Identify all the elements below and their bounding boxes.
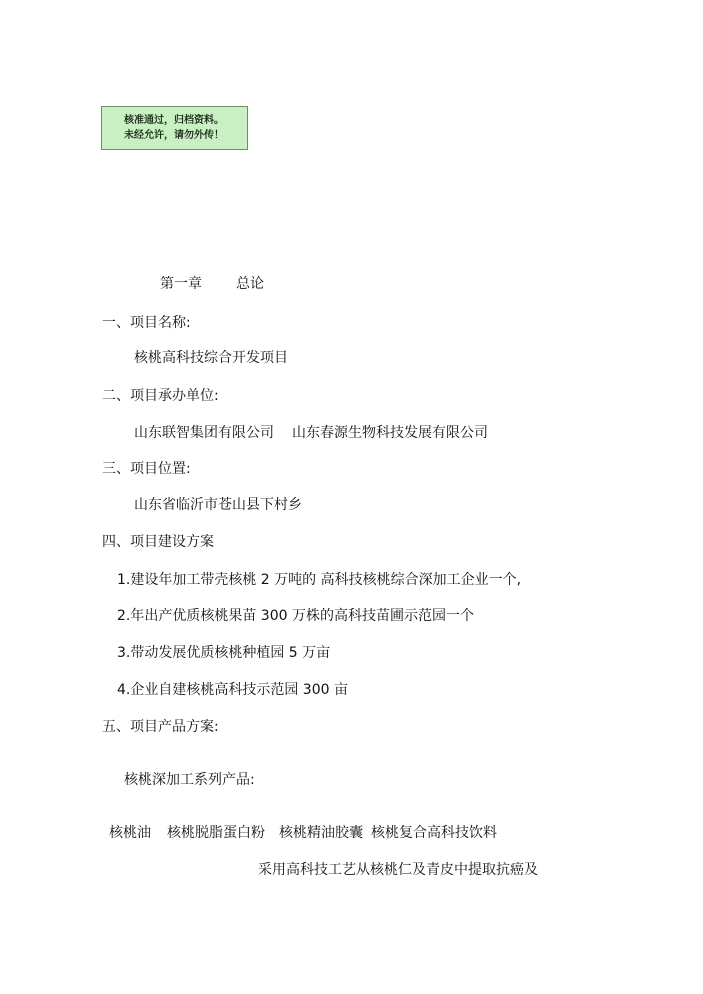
section-heading-construction: 四、项目建设方案 [102,534,214,550]
product-item: 核桃脱脂蛋白粉 [167,825,265,841]
plan-item: 1.建设年加工带壳核桃 2 万吨的 高科技核桃综合深加工企业一个, [117,572,522,588]
plan-item: 4.企业自建核桃高科技示范园 300 亩 [117,682,348,698]
notice-line-1: 核准通过，归档资料。 [124,115,224,126]
plan-item: 2.年出产优质核桃果苗 300 万株的高科技苗圃示范园一个 [117,608,474,624]
company-2: 山东春源生物科技发展有限公司 [292,425,488,441]
plan-item: 3.带动发展优质核桃种植园 5 万亩 [117,645,331,661]
undertaker-companies [134,423,488,443]
product-item: 核桃精油胶囊 [279,825,363,841]
product-series-label: 核桃深加工系列产品: [124,772,255,788]
approval-notice-box [101,106,248,150]
product-description: 采用高科技工艺从核桃仁及青皮中提取抗癌及 [258,862,538,878]
project-name: 核桃高科技综合开发项目 [134,350,288,366]
chapter-title: 总论 [236,276,264,292]
product-list [109,823,497,843]
section-heading-undertaker: 二、项目承办单位: [102,388,219,404]
company-1: 山东联智集团有限公司 [134,425,274,441]
product-item: 核桃复合高科技饮料 [371,825,497,841]
project-location: 山东省临沂市苍山县下村乡 [134,497,302,513]
product-item: 核桃油 [109,825,151,841]
section-heading-name: 一、项目名称: [102,315,191,331]
notice-line-2: 未经允许，请勿外传！ [124,130,224,141]
chapter-heading [160,274,264,294]
section-heading-products: 五、项目产品方案: [102,719,219,735]
section-heading-location: 三、项目位置: [102,461,191,477]
chapter-number: 第一章 [160,276,202,292]
